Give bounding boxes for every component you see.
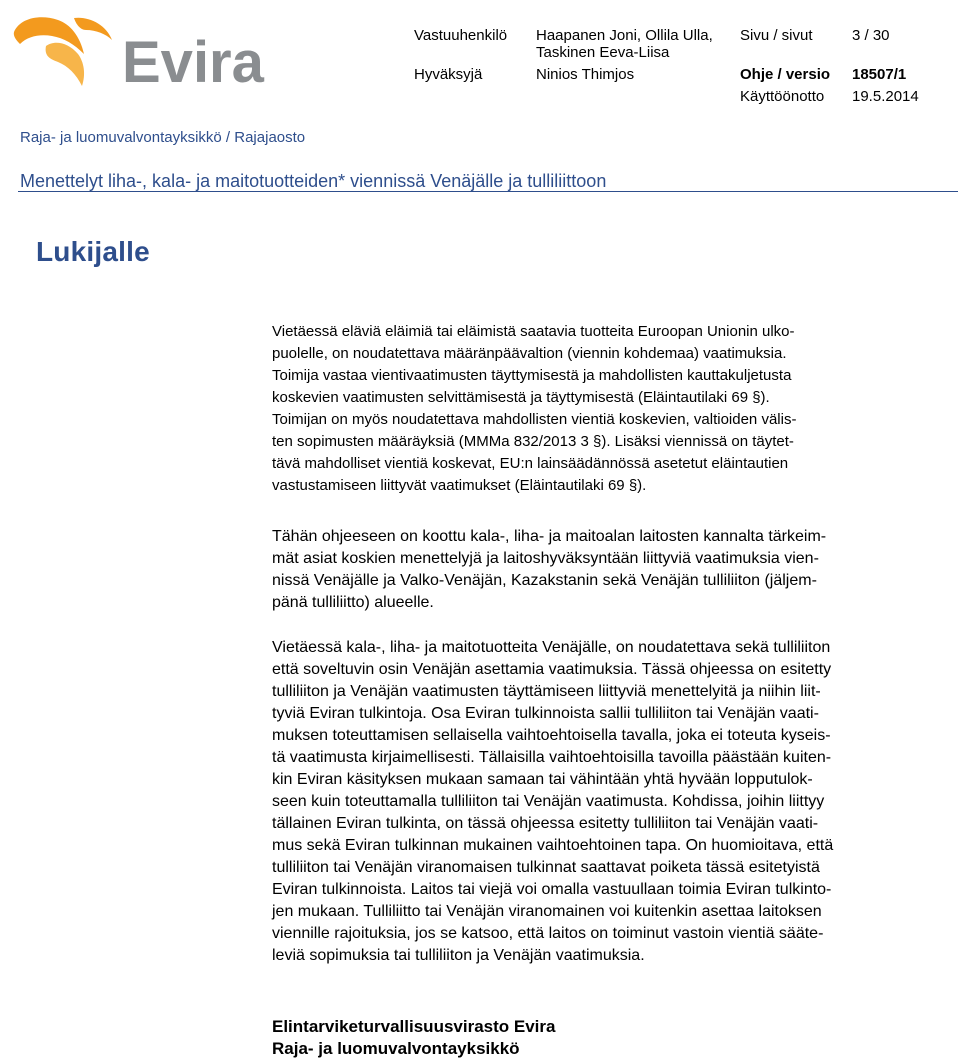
section-title: Lukijalle — [36, 236, 150, 267]
text-line: puolelle, on noudatettava määränpäävaltion (viennin kohdemaa) vaatimuksia. — [272, 345, 787, 362]
text-line: vastustamiseen liittyvät vaatimukset (Eläintautilaki 69 §). — [272, 477, 647, 494]
text-line: tulliliiton ja Venäjän vaatimusten täyttämiseen liittyviä menettelyitä ja niihin liit- — [272, 683, 821, 700]
document-title: Menettelyt liha-, kala- ja maitotuotteiden* viennissä Venäjälle ja tulliliittoon — [20, 171, 607, 191]
responsible-value-1: Haapanen Joni, Ollila Ulla, — [536, 27, 713, 44]
adoption-label: Käyttöönotto — [740, 88, 825, 105]
text-line: Eviran tulkinnoista. Laitos tai viejä voi omalla vastuullaan toimia Eviran tulkinto- — [272, 881, 832, 898]
header-divider — [18, 191, 958, 192]
responsible-label: Vastuuhenkilö — [414, 27, 508, 44]
text-line: jen mukaan. Tulliliitto tai Venäjän viranomainen voi kuitenkin asettaa laitoksen — [272, 903, 822, 920]
text-line: muksen toteuttamisen sellaisella vaihtoehtoisella tavalla, joka ei toteuta kyseis- — [272, 727, 831, 744]
evira-leaf-icon — [14, 17, 112, 86]
text-line: ten sopimusten määräyksiä (MMMa 832/2013 3 §). Lisäksi viennissä on täytet- — [272, 433, 794, 450]
evira-wordmark: Evira — [122, 30, 264, 90]
text-line: Toimija vastaa vientivaatimusten täyttymisestä ja mahdollisten kauttakuljetusta — [272, 367, 792, 384]
paragraph-3 — [272, 637, 946, 967]
text-line: tyviä Eviran tulkintoja. Osa Eviran tulkinnoista sallii tulliliiton tai Venäjän vaati- — [272, 705, 819, 722]
text-line: mät asiat koskien menettelyjä ja laitoshyväksyntään liittyviä vaatimuksia vien- — [272, 550, 819, 567]
text-line: nissä Venäjälle ja Valko-Venäjän, Kazakstanin sekä Venäjän tulliliiton (jäljem- — [272, 572, 817, 589]
text-line: pänä tulliliitto) alueelle. — [272, 594, 434, 611]
evira-logo — [10, 10, 270, 90]
paragraph-2 — [272, 526, 946, 614]
text-line: tävä mahdolliset vientiä koskevat, EU:n lainsäädännössä asetetut eläintautien — [272, 455, 789, 472]
text-line: Vietäessä kala-, liha- ja maitotuotteita Venäjälle, on noudatettava sekä tulliliiton — [272, 639, 831, 656]
text-line: kin Eviran käsityksen mukaan samaan tai vähintään yhtä hyvään lopputulok- — [272, 771, 813, 788]
text-line: seen kuin toteuttamalla tulliliiton tai Venäjän vaatimusta. Kohdissa, joihin liittyy — [272, 793, 825, 810]
guide-value: 18507/1 — [852, 66, 907, 83]
guide-label: Ohje / versio — [740, 66, 831, 83]
adoption-value: 19.5.2014 — [852, 88, 919, 105]
text-line: leviä sopimuksia tai tulliliiton ja Venäjän vaatimuksia. — [272, 947, 645, 964]
text-line: viennille rajoituksia, jos se katsoo, että laitos on toiminut vastoin vientiä sääte- — [272, 925, 824, 942]
footer-organization: Elintarviketurvallisuusvirasto Evira — [272, 1017, 556, 1036]
page-value: 3 / 30 — [852, 27, 890, 44]
text-line: koskevien vaatimusten selvittämisestä ja täyttymisestä (Eläintautilaki 69 §). — [272, 389, 770, 406]
text-line: tä vaatimusta kirjaimellisesti. Tällaisilla vaihtoehtoisilla tavoilla päästään kuiten- — [272, 749, 832, 766]
approver-value: Ninios Thimjos — [536, 66, 635, 83]
text-line: Vietäessä eläviä eläimiä tai eläimistä saatavia tuotteita Euroopan Unionin ulko- — [272, 323, 795, 340]
text-line: että soveltuvin osin Venäjän asettamia vaatimuksia. Tässä ohjeessa on esitetty — [272, 661, 832, 678]
unit-name: Raja- ja luomuvalvontayksikkö / Rajajaosto — [20, 129, 306, 146]
responsible-value-2: Taskinen Eeva-Liisa — [536, 44, 670, 61]
text-line: Tähän ohjeeseen on koottu kala-, liha- ja maitoalan laitosten kannalta tärkeim- — [272, 528, 827, 545]
text-line: mus sekä Eviran tulkinnan mukainen vaihtoehtoinen tapa. On huomioitava, että — [272, 837, 834, 854]
approver-label: Hyväksyjä — [414, 66, 483, 83]
page-label: Sivu / sivut — [740, 27, 813, 44]
footer-unit: Raja- ja luomuvalvontayksikkö — [272, 1039, 520, 1058]
text-line: Toimijan on myös noudatettava mahdollisten vientiä koskevien, valtioiden välis- — [272, 411, 797, 428]
text-line: tällainen Eviran tulkinta, on tässä ohjeessa esitetty tulliliiton tai Venäjän vaati- — [272, 815, 819, 832]
paragraph-1 — [272, 321, 946, 497]
text-line: tulliliiton tai Venäjän viranomaisen tulkinnat saattavat poiketa tässä esitetyistä — [272, 859, 820, 876]
